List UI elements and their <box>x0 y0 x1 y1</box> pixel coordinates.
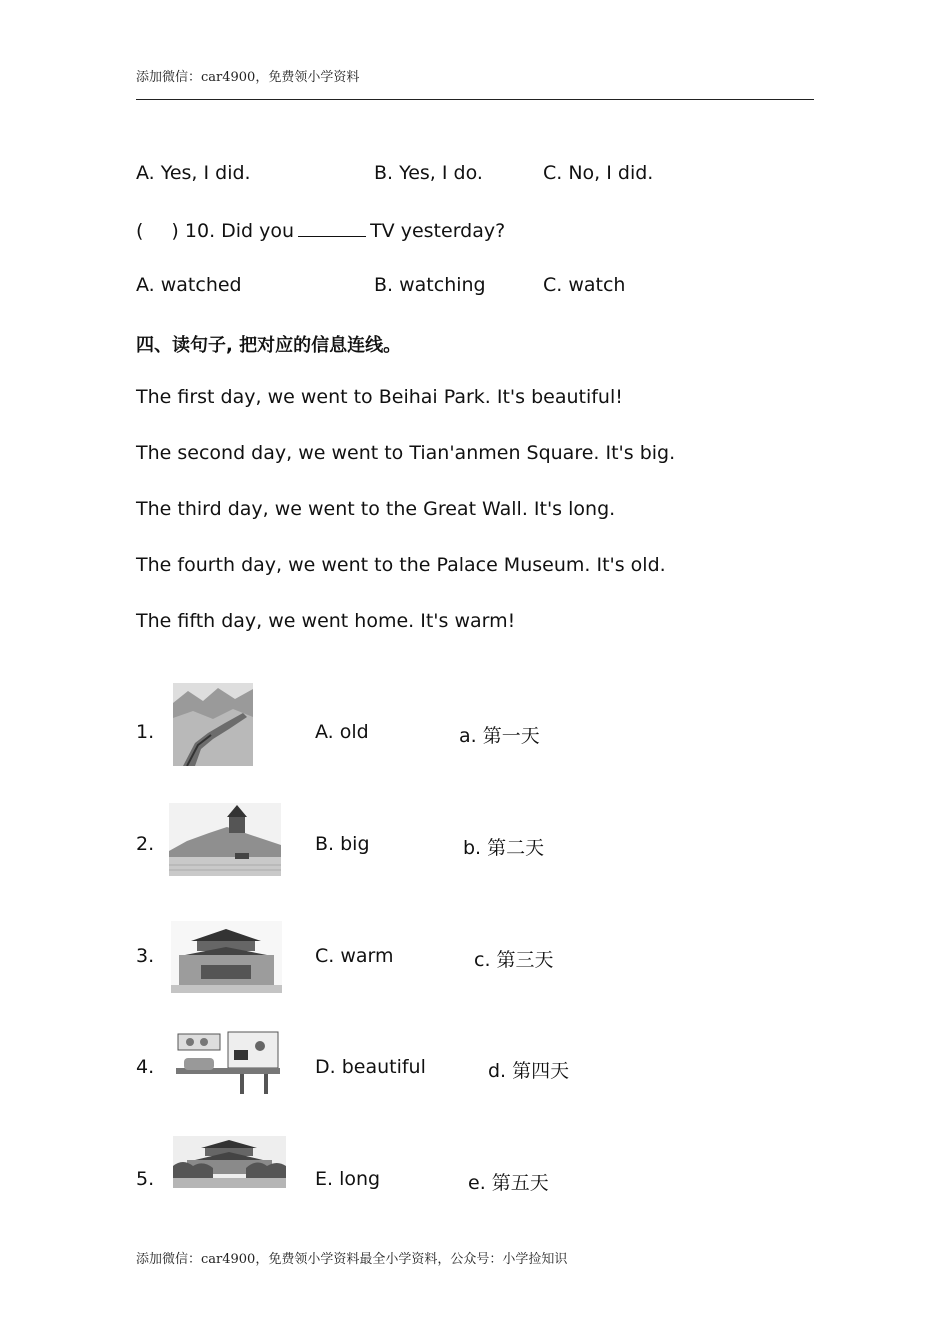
match-adj-4: D. beautiful <box>315 1056 426 1078</box>
sentence-3: The third day, we went to the Great Wall. It's long. <box>136 498 616 520</box>
match-day-4: d. 第四天 <box>488 1060 570 1082</box>
q10-question <box>136 218 505 242</box>
match-day-5: e. 第五天 <box>468 1172 549 1194</box>
great-wall-picture <box>173 683 253 766</box>
match-adj-5: E. long <box>315 1168 381 1190</box>
q10-open-paren: ( <box>136 220 144 242</box>
q10-answer-blank[interactable] <box>298 218 366 237</box>
match-number-1: 1. <box>136 721 155 743</box>
q10-option-a: A. watched <box>136 274 242 296</box>
section4-title: 四、读句子, 把对应的信息连线。 <box>136 335 402 356</box>
palace-museum-picture <box>171 921 282 993</box>
q10-text: 10. Did you <box>184 220 295 242</box>
q9-option-a: A. Yes, I did. <box>136 162 251 184</box>
page-header: 添加微信：car4900，免费领小学资料 <box>136 70 360 85</box>
q10-option-b: B. watching <box>374 274 486 296</box>
tiananmen-square-picture <box>173 1136 286 1188</box>
q10-after-blank: TV yesterday? <box>370 220 506 242</box>
q9-option-b: B. Yes, I do. <box>374 162 483 184</box>
match-day-3: c. 第三天 <box>474 949 554 971</box>
sentence-4: The fourth day, we went to the Palace Museum. It's old. <box>136 554 666 576</box>
sentence-2: The second day, we went to Tian'anmen Square. It's big. <box>136 442 676 464</box>
match-adj-3: C. warm <box>315 945 394 967</box>
page-footer: 添加微信：car4900，免费领小学资料最全小学资料，公众号：小学捡知识 <box>136 1252 568 1267</box>
q10-close-paren: ) <box>171 220 179 242</box>
q10-option-c: C. watch <box>543 274 626 296</box>
header-divider <box>136 99 814 100</box>
match-number-4: 4. <box>136 1056 155 1078</box>
q9-option-c: C. No, I did. <box>543 162 654 184</box>
match-adj-2: B. big <box>315 833 370 855</box>
match-number-3: 3. <box>136 945 155 967</box>
match-adj-1: A. old <box>315 721 369 743</box>
match-number-5: 5. <box>136 1168 155 1190</box>
match-day-2: b. 第二天 <box>463 837 545 859</box>
beihai-park-picture <box>169 803 281 876</box>
match-number-2: 2. <box>136 833 155 855</box>
home-picture <box>174 1028 282 1096</box>
sentence-1: The first day, we went to Beihai Park. It's beautiful! <box>136 386 623 408</box>
match-day-1: a. 第一天 <box>459 725 540 747</box>
sentence-5: The fifth day, we went home. It's warm! <box>136 610 516 632</box>
